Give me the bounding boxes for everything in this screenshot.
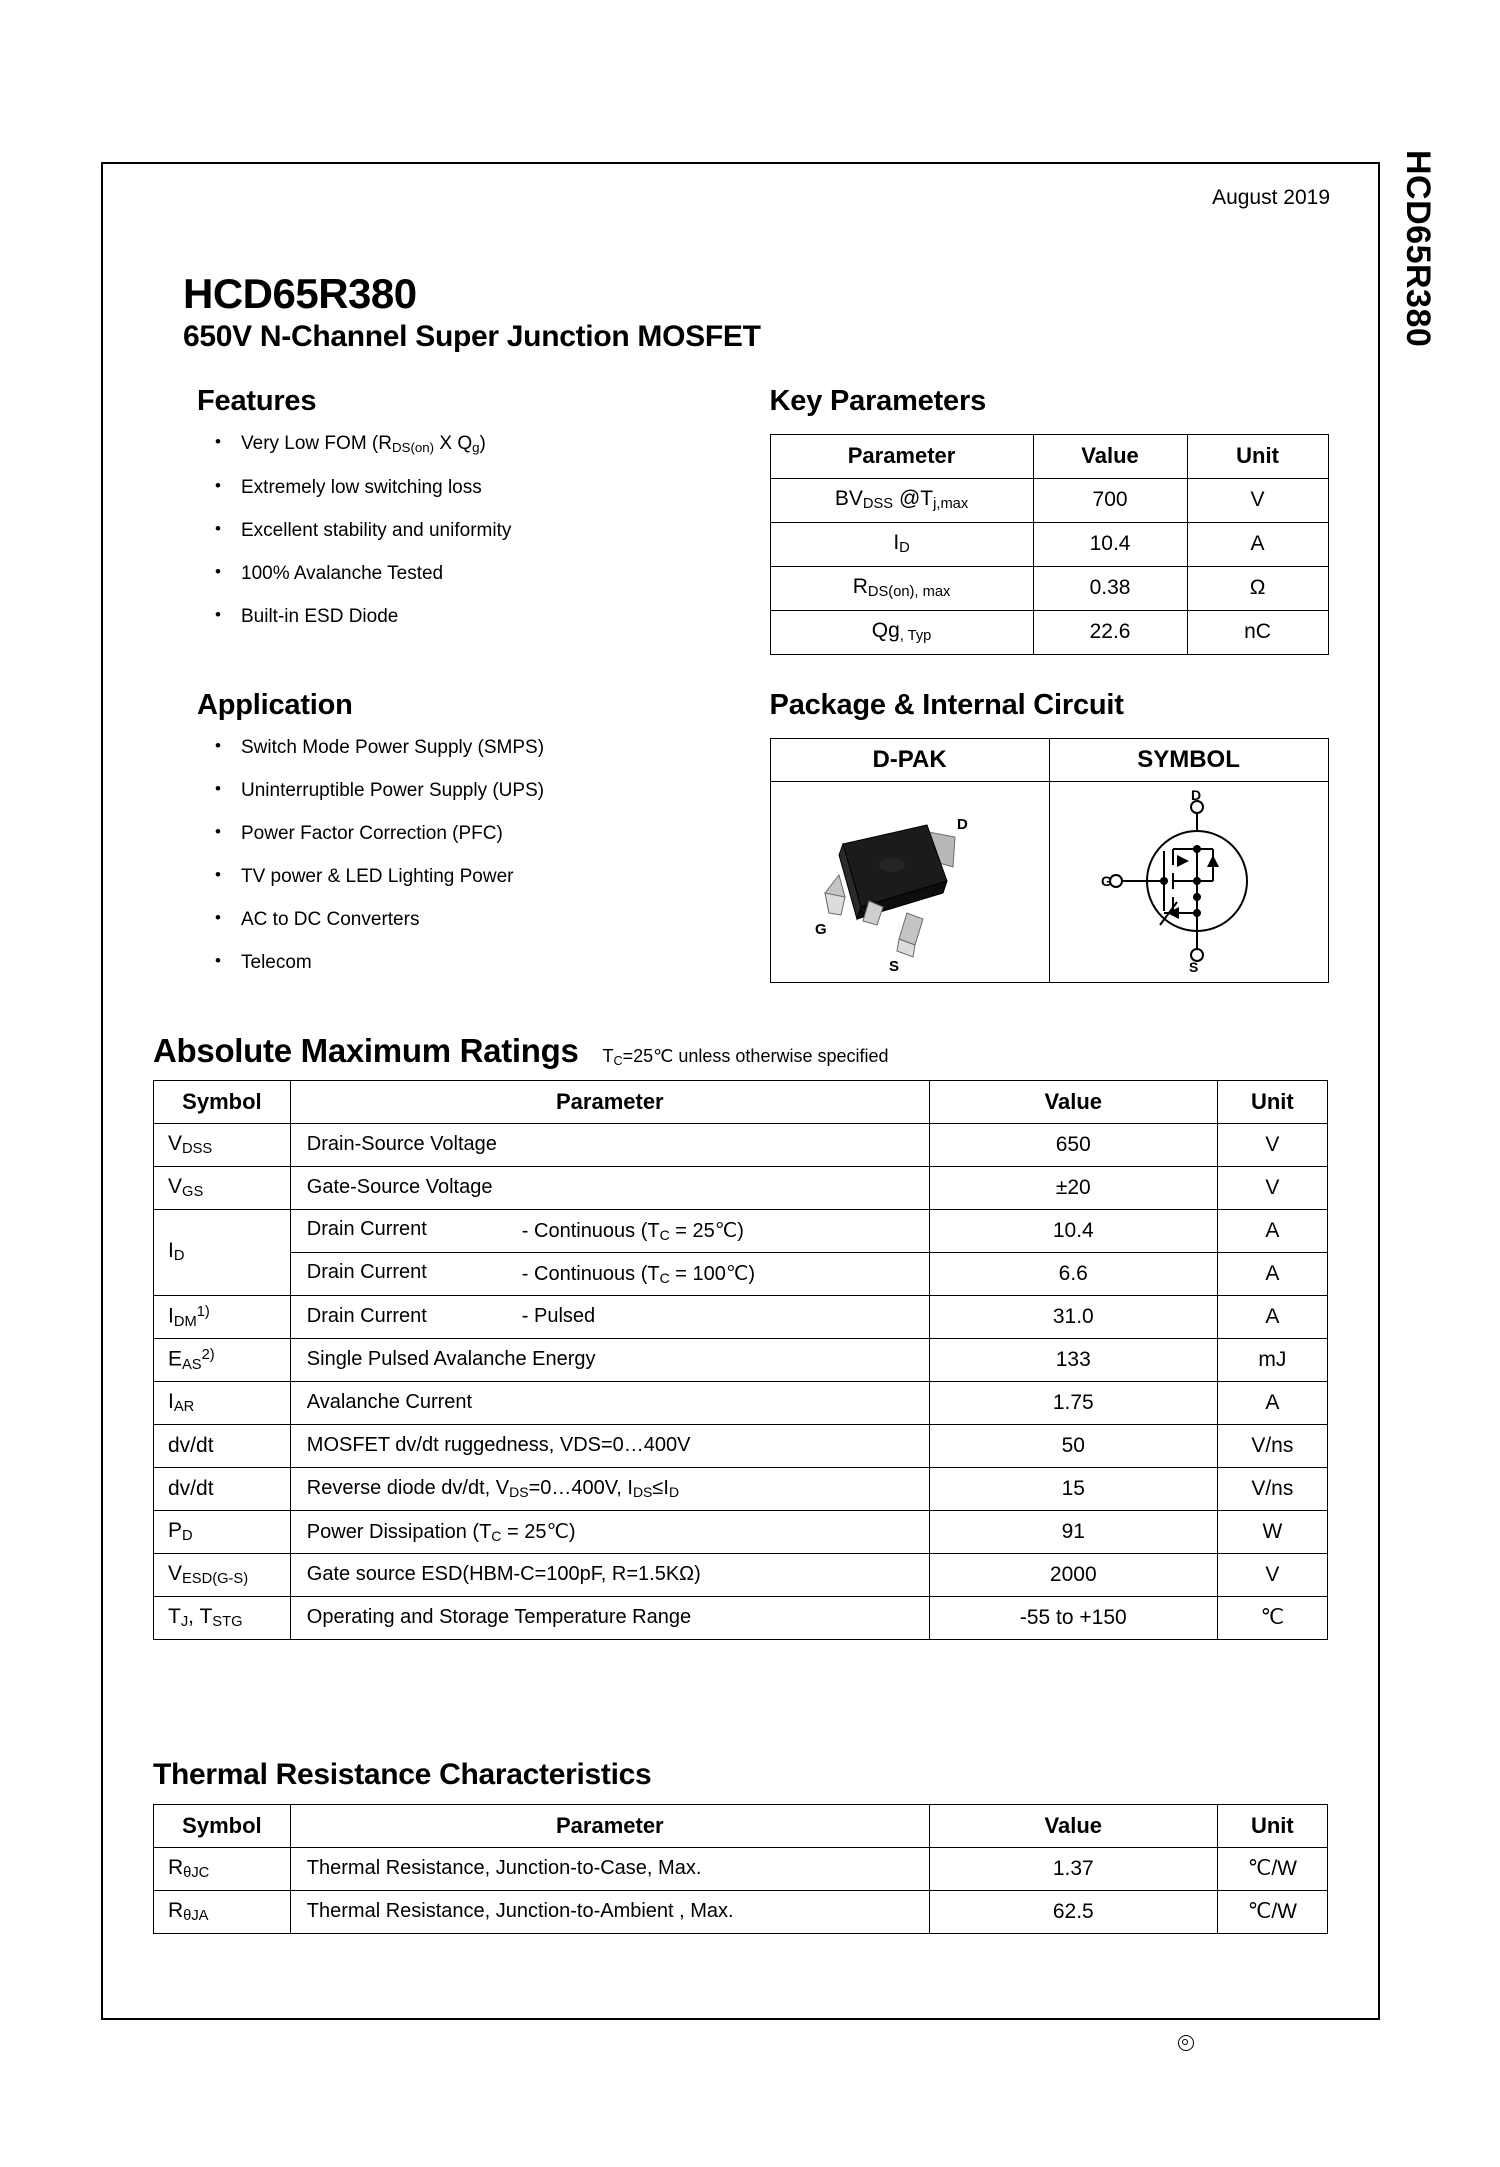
list-item: • 100% Avalanche Tested [197, 564, 754, 583]
cell-value: 133 [929, 1338, 1217, 1381]
thermal-resistance-section [141, 1758, 1340, 1934]
cell-parameter: Power Dissipation ($T_C$ = 25℃) [290, 1510, 929, 1553]
column-header-symbol: Symbol [154, 1080, 291, 1123]
column-header-parameter: Parameter [290, 1080, 929, 1123]
cell-unit: V/ns [1217, 1467, 1327, 1510]
pin-label-g: G [814, 921, 827, 939]
application-list [197, 738, 754, 972]
cell-unit: A [1217, 1209, 1327, 1252]
key-parameters-table [770, 434, 1329, 655]
table-row [154, 1467, 1328, 1510]
table-row [154, 1123, 1328, 1166]
cell-package-drawing [770, 781, 1049, 982]
column-header-symbol: SYMBOL [1049, 738, 1328, 781]
table-row [770, 522, 1328, 566]
cell-parameter: Single Pulsed Avalanche Energy [290, 1338, 929, 1381]
features-keyparams-row [141, 385, 1340, 655]
cell-unit: ℃/W [1217, 1890, 1327, 1933]
cell-value: 22.6 [1033, 610, 1187, 654]
cell-value: 2000 [929, 1553, 1217, 1596]
thermal-resistance-table [153, 1804, 1328, 1934]
cell-value: 10.4 [1033, 522, 1187, 566]
cell-value: 6.6 [929, 1252, 1217, 1295]
cell-parameter: Thermal Resistance, Junction-to-Ambient , Max. [290, 1890, 929, 1933]
list-item: • Very Low FOM ($R_{DS(on)}$ X $Q_g$) [197, 434, 754, 454]
absolute-maximum-ratings-note: $T_C=25℃$ unless otherwise specified [602, 1045, 889, 1068]
package-heading: Package & Internal Circuit [769, 688, 1124, 721]
cell-unit: A [1217, 1252, 1327, 1295]
column-header-unit: Unit [1187, 434, 1328, 478]
column-header-parameter: Parameter [770, 434, 1033, 478]
cell-parameter: Drain-Source Voltage [290, 1123, 929, 1166]
cell-value: 650 [929, 1123, 1217, 1166]
cell-value: ±20 [929, 1166, 1217, 1209]
table-row [154, 1252, 1328, 1295]
table-row [770, 478, 1328, 522]
table-row [154, 1424, 1328, 1467]
table-row [154, 1553, 1328, 1596]
list-item: • TV power & LED Lighting Power [197, 867, 754, 886]
column-header-value: Value [929, 1080, 1217, 1123]
symbol-pin-label-d: D [1191, 789, 1202, 804]
table-row [154, 1890, 1328, 1933]
cell-parameter: $I_D$ [770, 522, 1033, 566]
table-row [770, 566, 1328, 610]
cell-symbol: $V_{DSS}$ [154, 1123, 291, 1166]
cell-parameter: MOSFET dv/dt ruggedness, VDS=0…400V [290, 1424, 929, 1467]
features-list [197, 434, 754, 626]
cell-unit: nC [1187, 610, 1328, 654]
cell-symbol: $R_{\theta JC}$ [154, 1847, 291, 1890]
cell-symbol: $V_{ESD(G-S)}$ [154, 1553, 291, 1596]
cell-symbol: $P_D$ [154, 1510, 291, 1553]
table-row [154, 1510, 1328, 1553]
column-header-value: Value [929, 1804, 1217, 1847]
table-row [154, 1166, 1328, 1209]
list-item: • Telecom [197, 953, 754, 972]
page-title: HCD65R380 [183, 270, 417, 317]
cell-value: 700 [1033, 478, 1187, 522]
list-item: • Uninterruptible Power Supply (UPS) [197, 781, 754, 800]
cell-unit: V [1217, 1553, 1327, 1596]
list-item: • Excellent stability and uniformity [197, 521, 754, 540]
cell-parameter: Drain Current - Continuous ($T_C$ = 100℃) [290, 1252, 929, 1295]
dpak-package-icon [795, 789, 1025, 974]
table-row [154, 1338, 1328, 1381]
features-heading: Features [197, 384, 317, 417]
ratings-table-wrap [153, 1080, 1328, 1640]
cell-parameter: Reverse diode dv/dt, $V_{DS}=0\dots 400V$, $I_{DS}\le I_D$ [290, 1467, 929, 1510]
cell-parameter: Operating and Storage Temperature Range [290, 1596, 929, 1639]
cell-value: 15 [929, 1467, 1217, 1510]
cell-parameter: Gate source ESD(HBM-C=100pF, R=1.5KΩ) [290, 1553, 929, 1596]
absolute-maximum-ratings-table [153, 1080, 1328, 1640]
table-header-row [154, 1804, 1328, 1847]
features-section [141, 385, 754, 655]
symbol-pin-label-g: G [1101, 873, 1112, 890]
application-package-row [141, 689, 1340, 996]
list-item: • Extremely low switching loss [197, 478, 754, 497]
cell-parameter: $BV_{DSS}$ $@T_{j,max}$ [770, 478, 1033, 522]
table-header-row [770, 434, 1328, 478]
cell-parameter-condition: - Pulsed [521, 1305, 596, 1328]
list-item: • Switch Mode Power Supply (SMPS) [197, 738, 754, 757]
cell-parameter: Thermal Resistance, Junction-to-Case, Max. [290, 1847, 929, 1890]
page-border [101, 162, 1380, 2020]
table-row [154, 1596, 1328, 1639]
thermal-resistance-heading: Thermal Resistance Characteristics [153, 1757, 652, 1791]
cell-parameter: Gate-Source Voltage [290, 1166, 929, 1209]
cell-unit: Ω [1187, 566, 1328, 610]
cell-unit: W [1217, 1510, 1327, 1553]
cell-symbol: dv/dt [154, 1424, 291, 1467]
thermal-table-wrap [153, 1804, 1328, 1934]
document-date: August 2019 [1212, 186, 1330, 209]
list-item: • Built-in ESD Diode [197, 607, 754, 626]
cell-value: -55 to +150 [929, 1596, 1217, 1639]
application-section [141, 689, 754, 996]
key-parameters-heading: Key Parameters [769, 384, 987, 417]
cell-unit: ℃ [1217, 1596, 1327, 1639]
cell-value: 50 [929, 1424, 1217, 1467]
cell-symbol: $I_{AR}$ [154, 1381, 291, 1424]
table-row [770, 610, 1328, 654]
page-footer-mark [1178, 2035, 1194, 2051]
table-row [154, 1295, 1328, 1338]
cell-symbol: $I_D$ [154, 1209, 291, 1295]
cell-value: 10.4 [929, 1209, 1217, 1252]
package-table [770, 738, 1329, 983]
cell-value: 1.75 [929, 1381, 1217, 1424]
column-header-unit: Unit [1217, 1080, 1327, 1123]
column-header-dpak: D-PAK [770, 738, 1049, 781]
symbol-pin-label-s: S [1189, 959, 1199, 975]
cell-value: 62.5 [929, 1890, 1217, 1933]
cell-value: 0.38 [1033, 566, 1187, 610]
column-header-symbol: Symbol [154, 1804, 291, 1847]
absolute-maximum-ratings-heading: Absolute Maximum Ratings [153, 1031, 579, 1069]
cell-parameter-condition: - Continuous ($T_C$ = 25℃) [521, 1220, 744, 1244]
table-row [154, 1209, 1328, 1252]
cell-unit: V/ns [1217, 1424, 1327, 1467]
cell-unit: V [1187, 478, 1328, 522]
page-subtitle: 650V N-Channel Super Junction MOSFET [183, 320, 761, 354]
cell-unit: mJ [1217, 1338, 1327, 1381]
cell-symbol: $V_{GS}$ [154, 1166, 291, 1209]
table-header-row [770, 738, 1328, 781]
absolute-maximum-ratings-header [153, 1032, 1340, 1070]
column-header-value: Value [1033, 434, 1187, 478]
cell-symbol: $R_{\theta JA}$ [154, 1890, 291, 1933]
table-header-row [154, 1080, 1328, 1123]
list-item: • Power Factor Correction (PFC) [197, 824, 754, 843]
cell-symbol: $I_{DM}^{1)}$ [154, 1295, 291, 1338]
cell-value: 91 [929, 1510, 1217, 1553]
cell-parameter-condition: - Continuous ($T_C$ = 100℃) [521, 1263, 756, 1287]
list-item: • AC to DC Converters [197, 910, 754, 929]
cell-parameter: Drain Current - Continuous ($T_C$ = 25℃) [290, 1209, 929, 1252]
application-heading: Application [197, 688, 353, 721]
cell-value: 31.0 [929, 1295, 1217, 1338]
cell-unit: V [1217, 1123, 1327, 1166]
column-header-parameter: Parameter [290, 1804, 929, 1847]
cell-unit: A [1217, 1381, 1327, 1424]
pin-label-d: D [956, 816, 968, 834]
table-row [770, 781, 1328, 982]
mosfet-symbol-icon [1101, 789, 1276, 974]
cell-parameter: Avalanche Current [290, 1381, 929, 1424]
package-section [754, 689, 1340, 996]
mosfet-symbol-image [1050, 789, 1328, 974]
cell-symbol-drawing [1049, 781, 1328, 982]
cell-unit: A [1187, 522, 1328, 566]
table-row [154, 1847, 1328, 1890]
cell-unit: ℃/W [1217, 1847, 1327, 1890]
cell-unit: V [1217, 1166, 1327, 1209]
cell-symbol: $E_{AS}^{2)}$ [154, 1338, 291, 1381]
pin-label-s: S [888, 958, 899, 975]
cell-value: 1.37 [929, 1847, 1217, 1890]
cell-parameter: Drain Current - Pulsed [290, 1295, 929, 1338]
column-header-unit: Unit [1217, 1804, 1327, 1847]
table-row [154, 1381, 1328, 1424]
side-tab-part-number: HCD65R380 [1399, 150, 1437, 348]
dpak-package-image [771, 789, 1049, 974]
cell-symbol: $T_J$, $T_{STG}$ [154, 1596, 291, 1639]
cell-symbol: dv/dt [154, 1467, 291, 1510]
cell-unit: A [1217, 1295, 1327, 1338]
cell-parameter: $R_{DS(on), max}$ [770, 566, 1033, 610]
cell-parameter: $Qg_{, Typ}$ [770, 610, 1033, 654]
key-parameters-section [754, 385, 1340, 655]
